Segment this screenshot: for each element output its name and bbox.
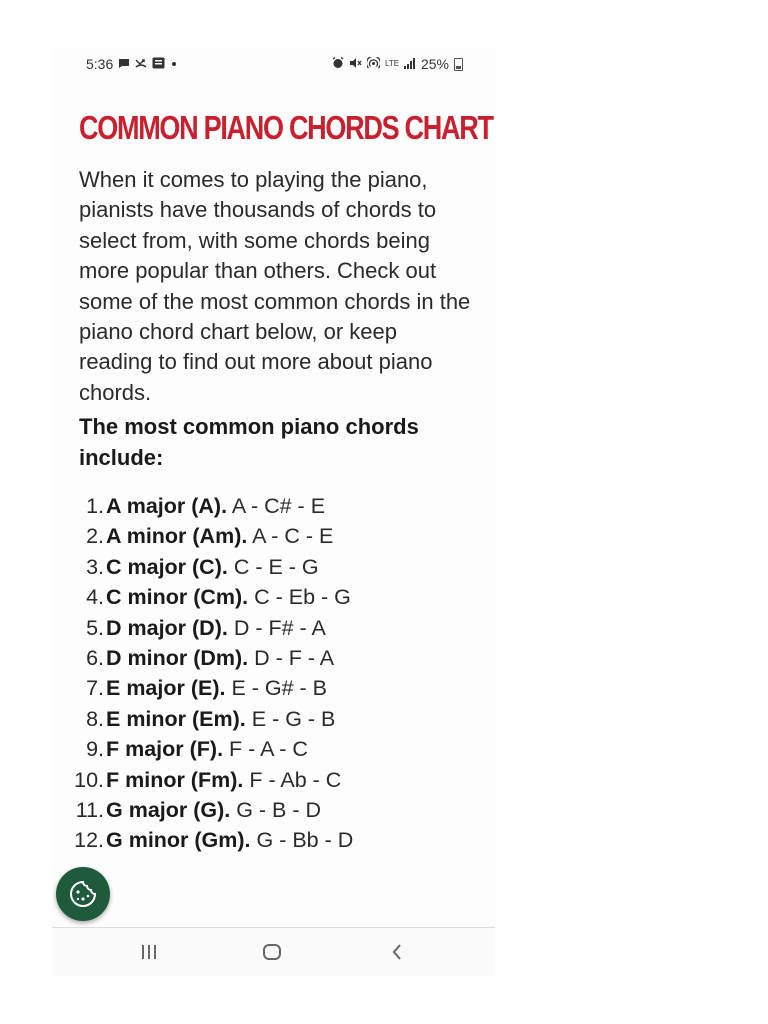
- list-item-text: [106, 521, 333, 551]
- list-item-number: 5.: [86, 615, 104, 640]
- chord-notes: C - E - G: [233, 554, 319, 579]
- list-item-number: 9.: [86, 737, 104, 762]
- list-item-number: 4.: [86, 585, 104, 610]
- list-item-text: [106, 582, 351, 612]
- alarm-icon: [332, 57, 344, 71]
- chord-name: G major (G).: [106, 797, 231, 822]
- chord-notes: F - A - C: [229, 737, 308, 762]
- lte-icon: LTE: [384, 59, 400, 68]
- list-item-number: 6.: [86, 645, 104, 670]
- chord-name: E minor (Em).: [106, 706, 246, 731]
- news-icon: [152, 57, 165, 71]
- list-item-text: [106, 734, 308, 764]
- list-item-text: [106, 825, 353, 855]
- chord-name: C major (C).: [106, 554, 228, 579]
- list-item-number: 2.: [86, 524, 104, 549]
- home-icon: [262, 943, 282, 961]
- list-item-text: [106, 552, 319, 582]
- list-item-number: 1.: [86, 494, 104, 518]
- list-item-number: 10.: [74, 767, 104, 792]
- chord-notes: E - G# - B: [231, 676, 328, 701]
- chord-name: F minor (Fm).: [106, 767, 244, 792]
- chord-name: F major (F).: [106, 737, 224, 762]
- list-item: [52, 521, 495, 551]
- chord-name: C minor (Cm).: [106, 585, 249, 610]
- notification-dot-icon: [172, 62, 176, 66]
- chord-notes: F - Ab - C: [249, 767, 342, 792]
- list-item-number: 8.: [86, 706, 104, 731]
- list-item-text: [106, 795, 321, 825]
- missed-call-icon: [135, 58, 147, 71]
- intro-paragraph: When it comes to playing the piano, pianists have thousands of chords to select from, with some chords being more popular than others. Check out some of the most common chords in the piano chord chart below, or keep reading to find out more about piano chords.: [79, 167, 471, 405]
- list-item: [52, 734, 495, 764]
- list-item: [52, 643, 495, 673]
- chord-notes: E - G - B: [251, 706, 336, 731]
- list-item: [52, 704, 495, 734]
- list-item-text: [106, 673, 327, 703]
- list-item-number: 12.: [74, 828, 104, 853]
- chord-notes: A - C - E: [252, 524, 334, 549]
- chord-notes: D - F - A: [254, 645, 335, 670]
- home-button[interactable]: [257, 938, 287, 966]
- chord-name: G minor (Gm).: [106, 828, 251, 853]
- message-icon: [118, 58, 130, 71]
- status-time: 5:36: [86, 56, 114, 72]
- list-item: [52, 765, 495, 795]
- back-icon: [390, 943, 404, 961]
- list-item: [52, 795, 495, 825]
- list-item: [52, 825, 495, 855]
- recents-button[interactable]: [134, 938, 164, 966]
- list-item-number: 3.: [86, 554, 104, 579]
- chord-notes: C - Eb - G: [254, 585, 351, 610]
- hotspot-icon: [367, 57, 380, 71]
- list-item-text: [106, 704, 335, 734]
- list-item-text: [106, 643, 334, 673]
- battery-percent: 25%: [420, 56, 449, 72]
- battery-icon: [454, 58, 463, 71]
- list-item-number: 11.: [75, 797, 104, 822]
- list-item-number: 7.: [86, 676, 104, 701]
- chord-name: A major (A).: [106, 494, 228, 518]
- list-heading: The most common piano chords include:: [79, 414, 419, 470]
- list-item-text: [106, 613, 326, 643]
- chord-notes: A - C# - E: [231, 494, 326, 518]
- mute-icon: [349, 57, 362, 71]
- list-item: [52, 613, 495, 643]
- list-item: [52, 582, 495, 612]
- list-item-text: [106, 491, 325, 521]
- chord-name: D major (D).: [106, 615, 228, 640]
- cookie-icon: [68, 879, 98, 909]
- list-item: [52, 491, 495, 521]
- status-bar: [52, 47, 495, 81]
- list-item: [52, 673, 495, 703]
- chord-name: A minor (Am).: [106, 524, 248, 549]
- list-item-text: [106, 765, 341, 795]
- chord-name: E major (E).: [106, 676, 226, 701]
- phone-screen: [52, 47, 495, 976]
- page-title: COMMON PIANO CHORDS CHART: [79, 109, 493, 146]
- cookie-settings-button[interactable]: [56, 867, 110, 921]
- chord-name: D minor (Dm).: [106, 645, 249, 670]
- chord-notes: G - Bb - D: [256, 828, 354, 853]
- chord-notes: G - B - D: [236, 797, 322, 822]
- chord-list: [52, 491, 495, 856]
- signal-icon: [404, 58, 416, 71]
- list-item: [52, 552, 495, 582]
- back-button[interactable]: [382, 938, 412, 966]
- chord-notes: D - F# - A: [233, 615, 326, 640]
- system-nav-bar: [52, 927, 495, 976]
- recents-icon: [140, 944, 158, 960]
